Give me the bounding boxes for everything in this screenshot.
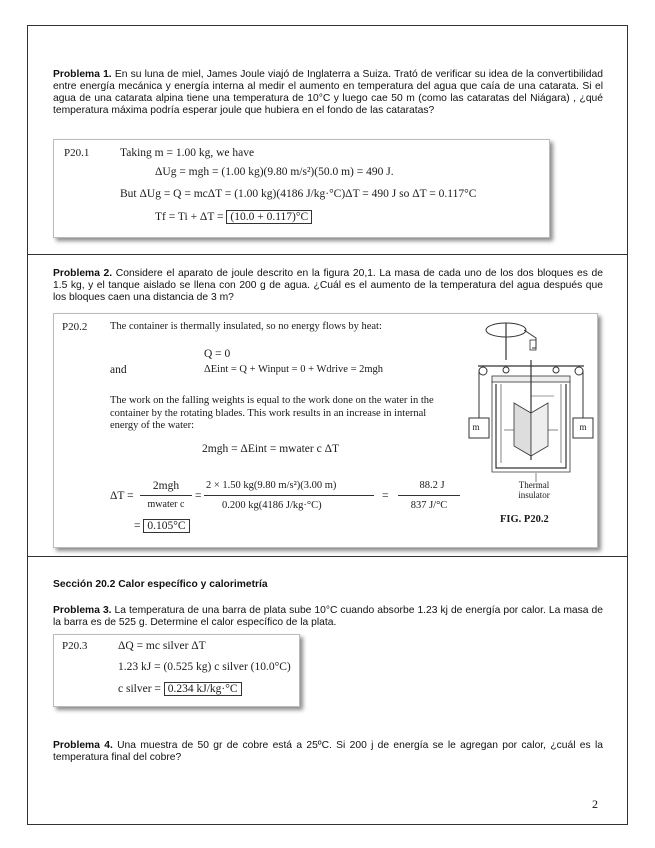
solution-1-line-2: ΔUg = mgh = (1.00 kg)(9.80 m/s²)(50.0 m) = 490 J. (155, 166, 394, 178)
solution-p20-3 (53, 634, 300, 707)
problem-3-text: La temperatura de una barra de plata sube 10°C cuando absorbe 1.23 kj de energía por calor. La masa de la barra es de 525 g. Determine el calor específico de la plata. (53, 605, 603, 628)
solution-3-line-3-prefix: c silver = (118, 683, 161, 695)
solution-1-line-4-prefix: Tf = Ti + ΔT = (155, 211, 224, 223)
figure-block-right-label: m (579, 422, 587, 432)
problem-1 (53, 69, 603, 117)
solution-3-line-3 (118, 683, 242, 695)
figure-caption: FIG. P20.2 (500, 514, 549, 525)
solution-2-paragraph: The work on the falling weights is equal to the work done on the water in the container by the rotating blades. This work results in an increase in internal energy of the water: (110, 395, 434, 431)
problem-1-label: Problema 1. (53, 69, 112, 80)
fraction-bar-1 (140, 495, 192, 496)
solution-p20-2 (53, 313, 598, 548)
divider-1 (27, 254, 628, 255)
solution-2-delta-t: ΔT = (110, 490, 134, 502)
solution-2-line-3: ΔEint = Q + Winput = 0 + Wdrive = 2mgh (204, 364, 384, 375)
problem-2-text: Considere el aparato de joule descrito en la figura 20,1. La masa de cada uno de los dos bloques es de 1.5 kg, y el tanque aislado se llena con 200 g de agua. ¿Cuál es el aumento de la temperatura del agua después que los bloques caen una distancia de 3 m? (53, 268, 603, 303)
problem-3 (53, 605, 603, 629)
fraction-bar-3 (398, 495, 460, 496)
solution-1-line-3: But ΔUg = Q = mcΔT = (1.00 kg)(4186 J/kg·°C)ΔT = 490 J so ΔT = 0.117°C (120, 188, 477, 200)
solution-2-eq-2: = (382, 490, 389, 502)
solution-3-answer: 0.234 kJ/kg·°C (164, 682, 242, 696)
solution-p20-1 (53, 139, 550, 238)
solution-2-frac3-num: 88.2 J (419, 480, 445, 491)
solution-1-line-1: Taking m = 1.00 kg, we have (120, 147, 255, 159)
page-number: 2 (592, 797, 598, 811)
solution-2-line-1: The container is thermally insulated, so no energy flows by heat: (110, 321, 382, 332)
solution-1-tag: P20.1 (64, 147, 90, 159)
solution-2-line-2: Q = 0 (204, 348, 231, 360)
problem-4 (53, 740, 603, 764)
solution-2-line-4: 2mgh = ΔEint = mwater c ΔT (202, 443, 339, 455)
solution-2-and: and (110, 364, 127, 376)
solution-2-frac1-den: mwater c (147, 499, 185, 510)
figure-thermal-insulator-label: Thermal insulator (518, 480, 550, 500)
solution-2-tag: P20.2 (62, 321, 88, 333)
solution-3-line-1: ΔQ = mc silver ΔT (118, 640, 206, 652)
problem-4-label: Problema 4. (53, 740, 113, 751)
solution-2-answer-line (134, 520, 190, 532)
solution-2-frac2-num: 2 × 1.50 kg(9.80 m/s²)(3.00 m) (206, 480, 337, 491)
problem-1-text: En su luna de miel, James Joule viajó de Inglaterra a Suiza. Trató de verificar su idea de la convertibilidad entre energía mecánica y energía interna al medir el aumento en temperatura del agua que caía de una catarata. Si el agua de una catarata alpina tiene una temperatura de 10°C y luego cae 50 m (como las cataratas del Niágara) , ¿qué temperatura máxima podría esperar joule que hubiera en el fondo de las cataratas? (53, 69, 603, 116)
problem-2-label: Problema 2. (53, 268, 113, 279)
solution-2-frac3-den: 837 J/°C (410, 500, 448, 511)
solution-2-answer: 0.105°C (143, 519, 189, 533)
solution-1-line-4 (155, 211, 312, 223)
solution-3-line-2: 1.23 kJ = (0.525 kg) c silver (10.0°C) (118, 661, 291, 673)
divider-2 (27, 556, 628, 557)
solution-2-answer-prefix: = (134, 520, 141, 532)
figure-block-left-label: m (472, 422, 480, 432)
problem-4-text: Una muestra de 50 gr de cobre está a 25ºC. Si 200 j de energía se le agregan por calor, ¿cuál es la temperatura final del cobre? (53, 740, 603, 763)
solution-1-answer: (10.0 + 0.117)°C (226, 210, 312, 224)
solution-2-frac2-den: 0.200 kg(4186 J/kg·°C) (222, 500, 322, 511)
solution-2-frac1-num: 2mgh (152, 480, 180, 492)
problem-2 (53, 268, 603, 304)
section-title: Sección 20.2 Calor específico y calorimetría (53, 579, 268, 590)
fraction-bar-2 (204, 495, 374, 496)
solution-2-eq-1: = (195, 490, 202, 502)
solution-3-tag: P20.3 (62, 640, 88, 652)
problem-3-label: Problema 3. (53, 605, 112, 616)
